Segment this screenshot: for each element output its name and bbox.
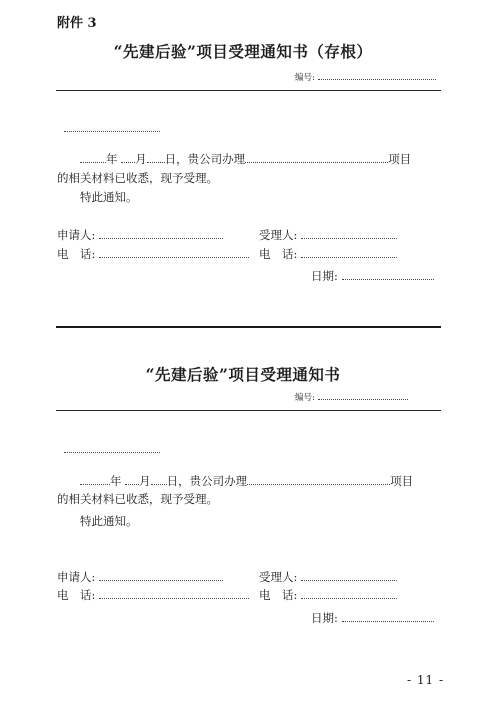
- stub-year-blank[interactable]: [80, 153, 106, 163]
- notice-project-blank[interactable]: [247, 475, 390, 485]
- tear-line: [56, 326, 441, 328]
- stub-title: “先建后验”项目受理通知书（存根）: [113, 42, 373, 61]
- stub-number-label: 编号:: [295, 73, 315, 83]
- stub-phone-right-field[interactable]: 电 话:: [259, 246, 397, 262]
- notice-number-label: 编号:: [295, 393, 315, 403]
- notice-year-blank[interactable]: [80, 475, 110, 485]
- stub-number-blank[interactable]: [318, 70, 436, 80]
- notice-number-blank[interactable]: [318, 390, 408, 400]
- notice-phone-left-field[interactable]: 电 话:: [57, 587, 249, 603]
- notice-day-blank[interactable]: [151, 475, 167, 485]
- stub-day-blank[interactable]: [147, 153, 165, 163]
- notice-date-field[interactable]: 日期:: [311, 610, 434, 626]
- notice-number-field[interactable]: [295, 390, 408, 403]
- attachment-label: 附件 3: [57, 16, 97, 31]
- stub-body-line2: 的相关材料已收悉，现予受理。: [57, 171, 218, 185]
- stub-number-field[interactable]: [295, 70, 436, 83]
- notice-recipient-blank[interactable]: [64, 438, 160, 457]
- stub-phone-left-field[interactable]: 电 话:: [57, 246, 249, 262]
- notice-applicant-field[interactable]: 申请人:: [57, 569, 223, 585]
- notice-body-line3: 特此通知。: [80, 514, 138, 528]
- stub-applicant-field[interactable]: 申请人:: [57, 227, 223, 243]
- notice-month-blank[interactable]: [125, 475, 139, 485]
- notice-receiver-field[interactable]: 受理人:: [259, 569, 397, 585]
- stub-body-line3: 特此通知。: [80, 190, 138, 204]
- notice-title: “先建后验”项目受理通知书: [145, 365, 341, 384]
- notice-divider: [56, 410, 441, 411]
- stub-divider: [56, 90, 441, 91]
- stub-recipient-blank[interactable]: [64, 117, 160, 136]
- stub-date-line: 年 月 日，贵公司办理 项目: [80, 151, 411, 167]
- notice-date-line: 年 月 日，贵公司办理 项目: [80, 473, 413, 489]
- notice-body-line2: 的相关材料已收悉，现予受理。: [57, 492, 218, 506]
- stub-month-blank[interactable]: [121, 153, 135, 163]
- page-number: - 11 -: [406, 673, 444, 687]
- stub-project-blank[interactable]: [245, 153, 388, 163]
- notice-phone-right-field[interactable]: 电 话:: [259, 587, 397, 603]
- stub-receiver-field[interactable]: 受理人:: [259, 227, 397, 243]
- stub-date-field[interactable]: 日期:: [311, 268, 434, 284]
